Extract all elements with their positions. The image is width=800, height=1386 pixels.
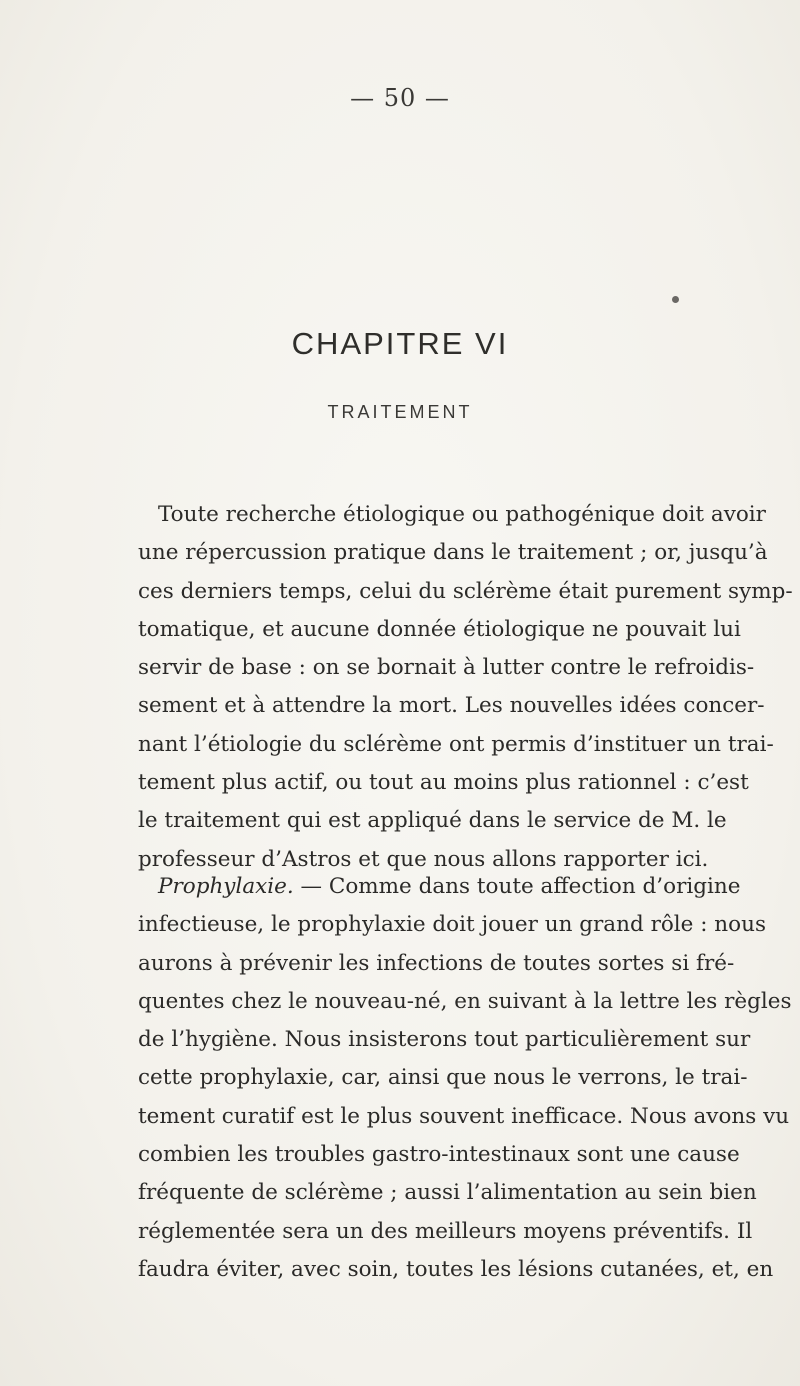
text-line: sement et à attendre la mort. Les nouvelles idées concer- (138, 693, 765, 719)
text-line (138, 868, 741, 906)
page-number: — 50 — (350, 84, 450, 112)
text-line: nant l’étiologie du sclérème ont permis d’instituer un trai- (138, 731, 774, 757)
text-line: fréquente de sclérème ; aussi l’alimentation au sein bien (138, 1180, 757, 1206)
text-line: ces derniers temps, celui du sclérème était purement symp- (138, 578, 793, 604)
text-line: servir de base : on se bornait à lutter contre le refroidis- (138, 655, 755, 681)
ink-speck (672, 296, 679, 303)
text-line: infectieuse, le prophylaxie doit jouer un grand rôle : nous (138, 912, 766, 938)
section-title: TRAITEMENT (327, 402, 473, 422)
text-line: faudra éviter, avec soin, toutes les lésions cutanées, et, en (138, 1256, 774, 1282)
text-line: réglementée sera un des meilleurs moyens préventifs. Il (138, 1218, 753, 1244)
text-line: de l’hygiène. Nous insisterons tout particulièrement sur (138, 1027, 751, 1053)
text-line: une répercussion pratique dans le traitement ; or, jusqu’à (138, 540, 768, 566)
text-line: Toute recherche étiologique ou pathogénique doit avoir (158, 502, 766, 527)
subsection-lead: Prophylaxie. (158, 874, 294, 899)
chapter-title: CHAPITRE VI (291, 326, 509, 361)
paragraph-intro (138, 496, 793, 879)
text-line: combien les troubles gastro-intestinaux sont une cause (138, 1142, 740, 1168)
text-line: tomatique, et aucune donnée étiologique ne pouvait lui (138, 616, 741, 642)
text-line: professeur d’Astros et que nous allons rapporter ici. (138, 846, 709, 872)
text-line: cette prophylaxie, car, ainsi que nous le verrons, le trai- (138, 1065, 748, 1091)
text-line: le traitement qui est appliqué dans le service de M. le (138, 808, 727, 834)
text-fragment: — Comme dans toute affection d’origine (293, 874, 741, 899)
text-line: tement plus actif, ou tout au moins plus rationnel : c’est (138, 770, 749, 796)
text-line: tement curatif est le plus souvent inefficace. Nous avons vu (138, 1103, 790, 1129)
paragraph-prophylaxie (138, 868, 792, 1289)
text-line: quentes chez le nouveau-né, en suivant à la lettre les règles (138, 988, 792, 1014)
text-line: aurons à prévenir les infections de toutes sortes si fré- (138, 950, 735, 976)
